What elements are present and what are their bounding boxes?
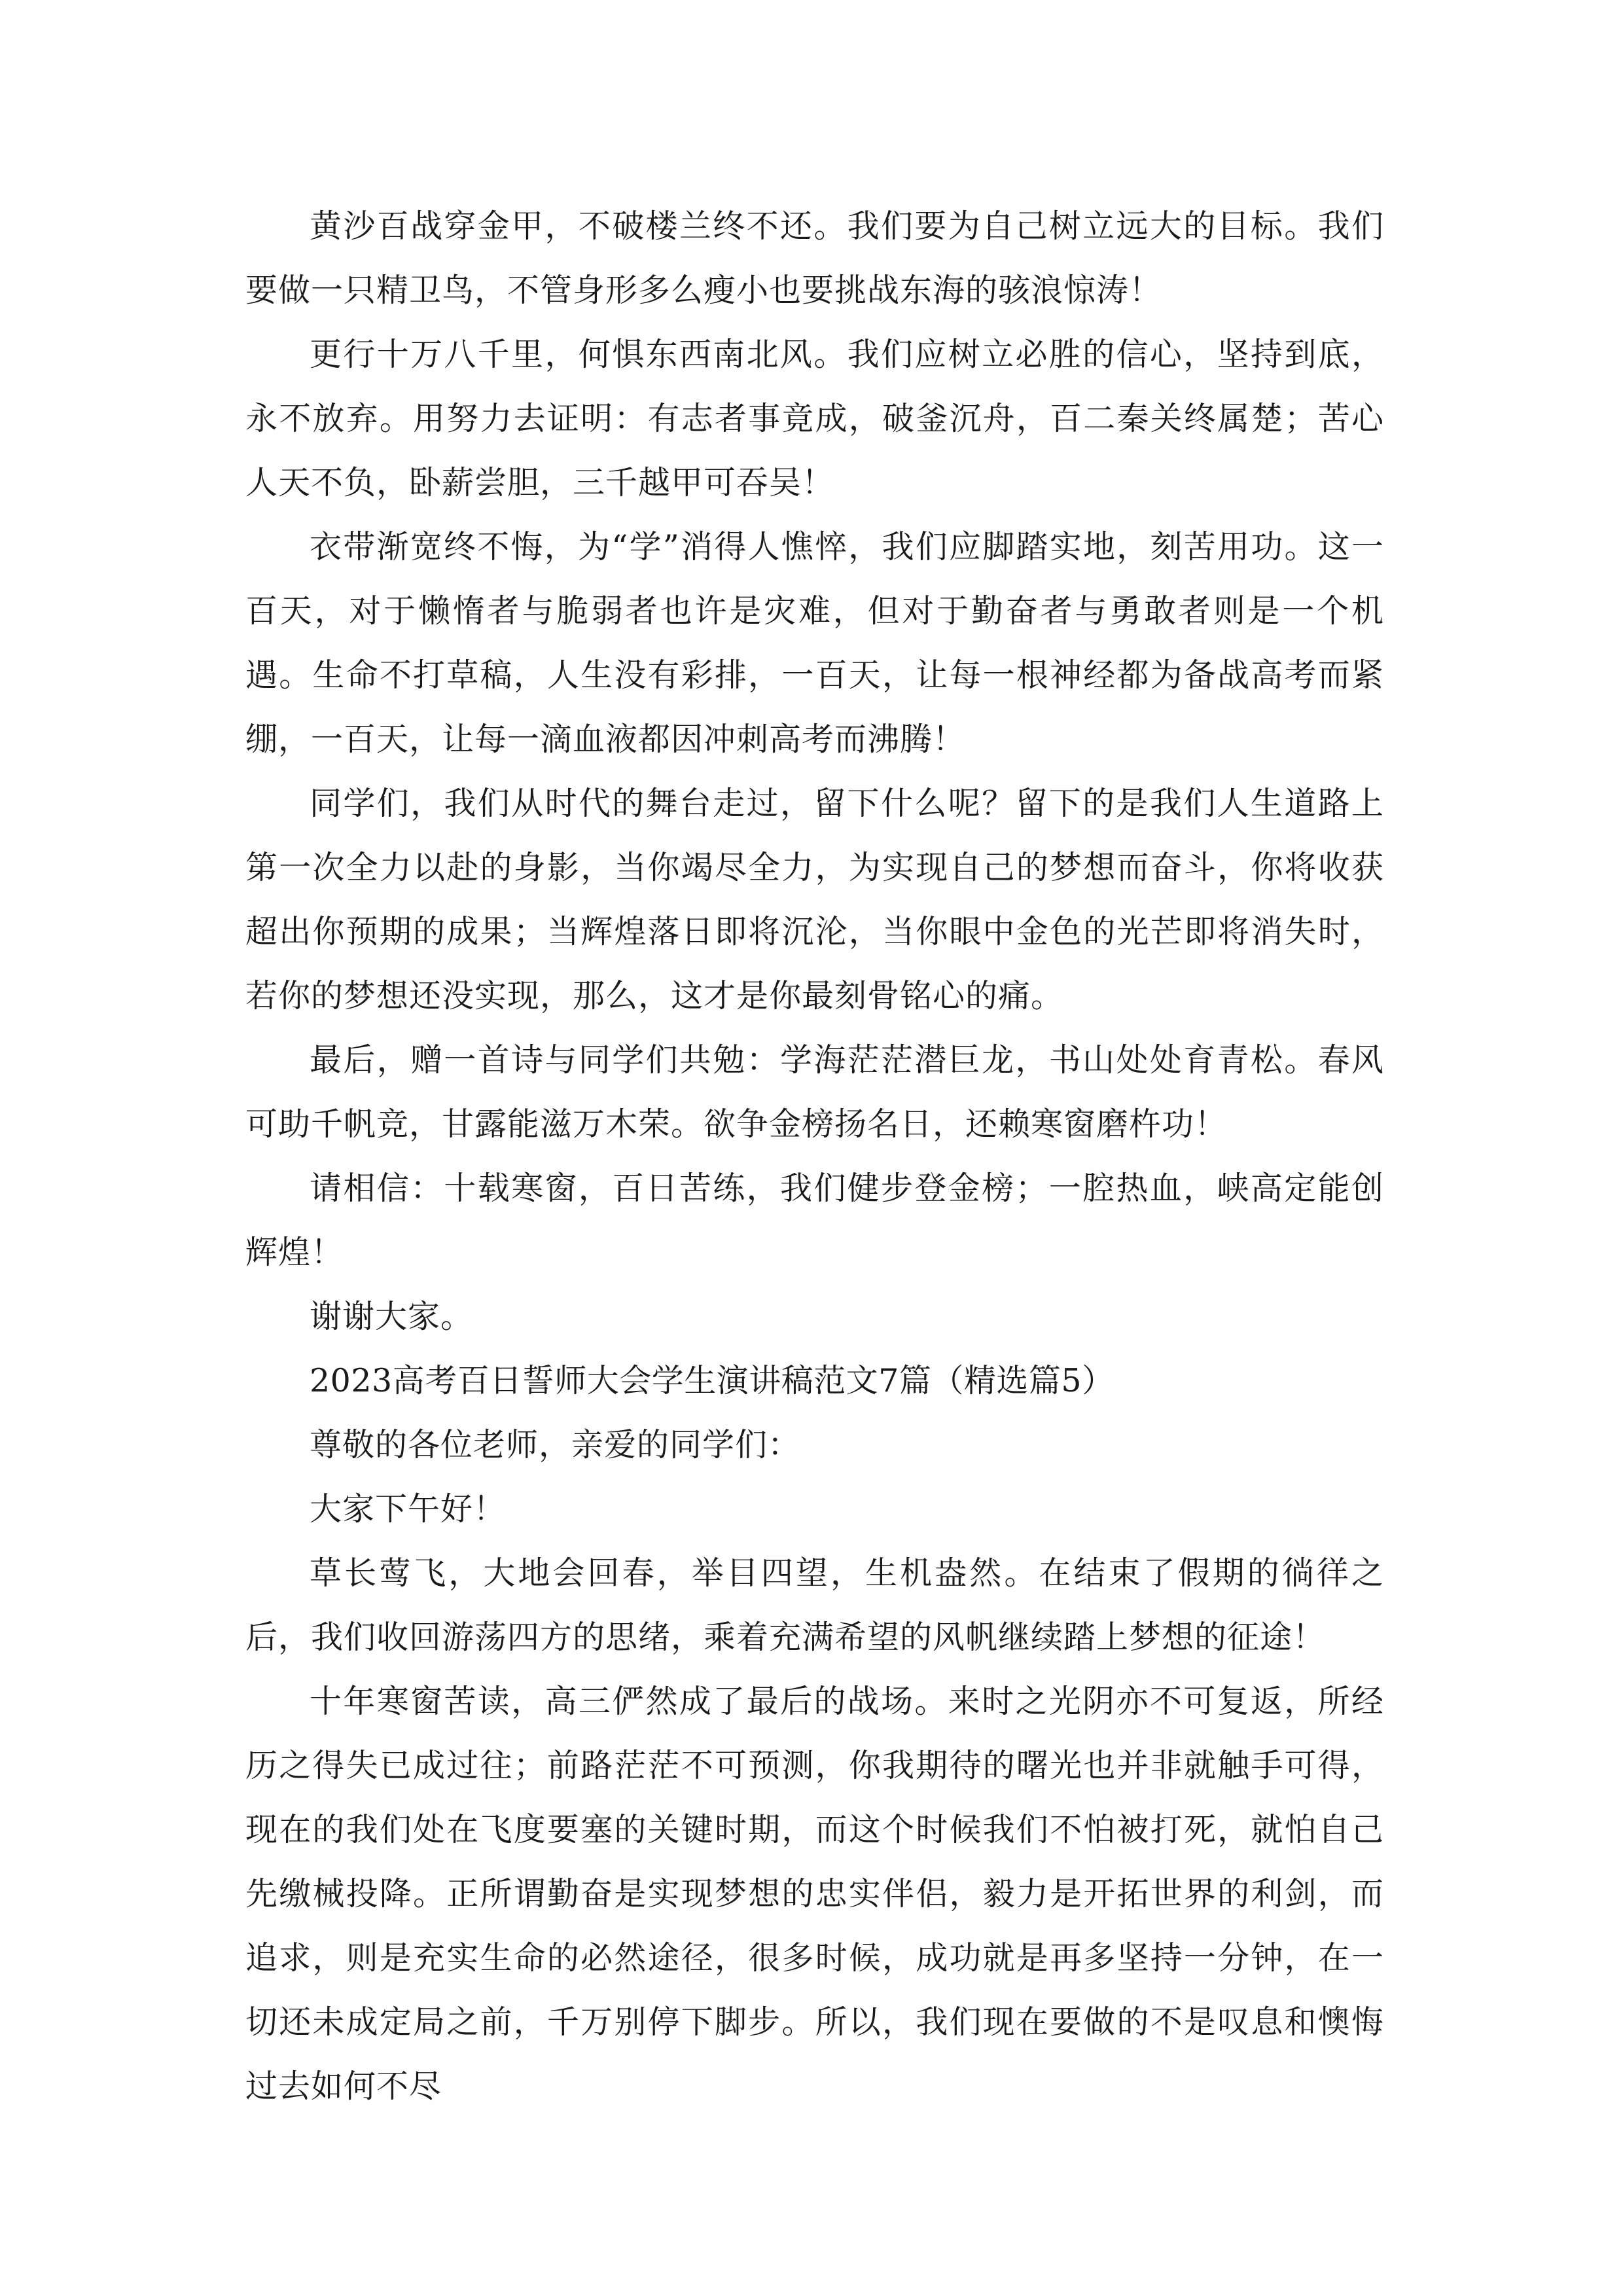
paragraph: 十年寒窗苦读，高三俨然成了最后的战场。来时之光阴亦不可复返，所经历之得失已成过往；前路茫茫不可预测，你我期待的曙光也并非就触手可得，现在的我们处在飞度要塞的关键时期，而这个时候我们不怕被打死，就怕自己先缴械投降。正所谓勤奋是实现梦想的忠实伴侣，毅力是开拓世界的利剑，而追求，则是充实生命的必然途径，很多时候，成功就是再多坚持一分钟，在一切还未成定局之前，千万别停下脚步。所以，我们现在要做的不是叹息和懊悔过去如何不尽: [245, 1683, 1384, 2105]
section-title: 2023高考百日誓师大会学生演讲稿范文7篇（精选篇5）: [310, 1362, 1115, 1399]
greeting: 大家下午好！: [310, 1490, 507, 1528]
paragraph: 衣带渐宽终不悔，为“学”消得人憔悴，我们应脚踏实地，刻苦用功。这一百天，对于懒惰者与脆弱者也许是灾难，但对于勤奋者与勇敢者则是一个机遇。生命不打草稿，人生没有彩排，一百天，让每一根神经都为备战高考而紧绷，一百天，让每一滴血液都因冲刺高考而沸腾！: [245, 528, 1384, 758]
document-body: [245, 194, 1384, 2119]
paragraph: 更行十万八千里，何惧东西南北风。我们应树立必胜的信心，坚持到底，永不放弃。用努力去证明：有志者事竟成，破釜沉舟，百二秦关终属楚；苦心人天不负，卧薪尝胆，三千越甲可吞吴！: [245, 336, 1384, 501]
paragraph: 谢谢大家。: [310, 1298, 474, 1335]
paragraph: 同学们，我们从时代的舞台走过，留下什么呢？留下的是我们人生道路上第一次全力以赴的身影，当你竭尽全力，为实现自己的梦想而奋斗，你将收获超出你预期的成果；当辉煌落日即将沉沦，当你眼中金色的光芒即将消失时，若你的梦想还没实现，那么，这才是你最刻骨铭心的痛。: [245, 785, 1384, 1014]
salutation: 尊敬的各位老师，亲爱的同学们：: [310, 1426, 801, 1463]
paragraph: 最后，赠一首诗与同学们共勉：学海茫茫潜巨龙，书山处处育青松。春风可助千帆竞，甘露能滋万木荣。欲争金榜扬名日，还赖寒窗磨杵功！: [245, 1041, 1384, 1143]
paragraph: 草长莺飞，大地会回春，举目四望，生机盎然。在结束了假期的徜徉之后，我们收回游荡四方的思绪，乘着充满希望的风帆继续踏上梦想的征途！: [245, 1554, 1384, 1656]
paragraph: 请相信：十载寒窗，百日苦练，我们健步登金榜；一腔热血，峡高定能创辉煌！: [245, 1170, 1384, 1271]
paragraph: 黄沙百战穿金甲，不破楼兰终不还。我们要为自己树立远大的目标。我们要做一只精卫鸟，不管身形多么瘦小也要挑战东海的骇浪惊涛！: [245, 207, 1384, 309]
